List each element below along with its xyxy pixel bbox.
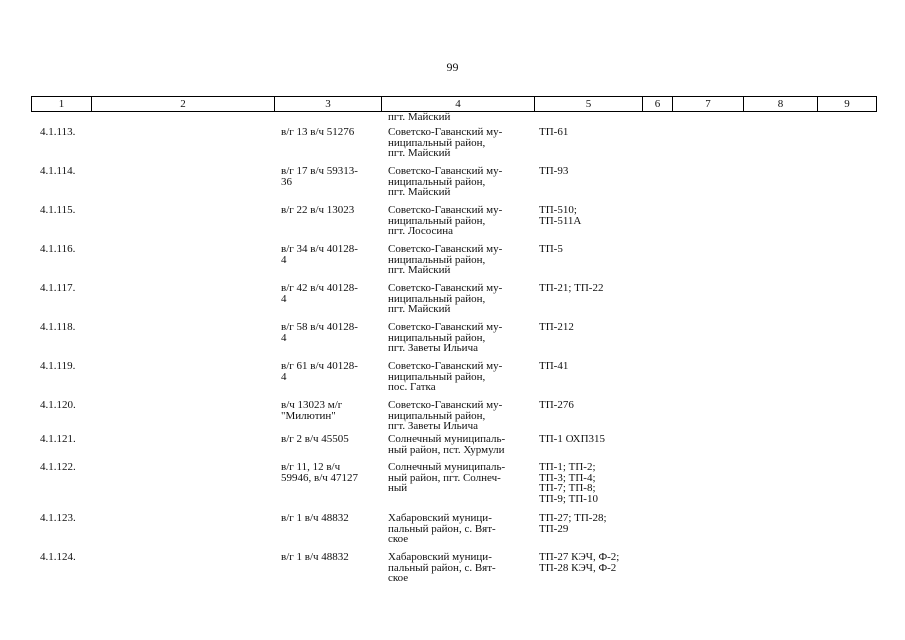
row-location: Советско-Гаванский му- ниципальный район, пгт. Майский	[388, 243, 503, 276]
table-row	[31, 361, 877, 400]
row-number: 4.1.113.	[40, 126, 76, 138]
row-location: Солнечный муниципаль- ный район, пст. Хурмули	[388, 433, 506, 456]
row-substation: ТП-212	[539, 321, 574, 333]
row-number: 4.1.121.	[40, 433, 76, 445]
row-unit: в/ч 13023 м/г "Милютин"	[281, 399, 343, 422]
table-row	[31, 283, 877, 322]
column-header-2: 2	[92, 97, 275, 112]
row-substation: ТП-5	[539, 243, 563, 255]
row-location: Хабаровский муници- пальный район, с. Вят- ское	[388, 551, 496, 584]
row-unit: в/г 1 в/ч 48832	[281, 551, 349, 563]
row-number: 4.1.122.	[40, 461, 76, 473]
column-header-9: 9	[818, 97, 877, 112]
row-substation: ТП-510; ТП-511А	[539, 204, 582, 227]
row-number: 4.1.119.	[40, 360, 76, 372]
column-header-1: 1	[32, 97, 92, 112]
row-location: Советско-Гаванский му- ниципальный район, пгт. Заветы Ильича	[388, 399, 503, 432]
row-unit: в/г 61 в/ч 40128- 4	[281, 360, 358, 383]
row-substation: ТП-27 КЭЧ, Ф-2; ТП-28 КЭЧ, Ф-2	[539, 551, 620, 574]
table-row	[31, 552, 877, 591]
row-number: 4.1.118.	[40, 321, 76, 333]
continuation-location: пгт. Майский	[388, 111, 451, 123]
row-location: Советско-Гаванский му- ниципальный район, пгт. Лососина	[388, 204, 503, 237]
column-header-5: 5	[535, 97, 643, 112]
column-header-8: 8	[744, 97, 818, 112]
row-number: 4.1.123.	[40, 512, 76, 524]
column-header-table	[31, 96, 877, 112]
table-row	[31, 322, 877, 361]
row-substation: ТП-93	[539, 165, 569, 177]
row-unit: в/г 58 в/ч 40128- 4	[281, 321, 358, 344]
row-number: 4.1.124.	[40, 551, 76, 563]
column-header-6: 6	[643, 97, 673, 112]
row-location: Советско-Гаванский му- ниципальный район, пос. Гатка	[388, 360, 503, 393]
row-unit: в/г 2 в/ч 45505	[281, 433, 349, 445]
column-header-4: 4	[382, 97, 535, 112]
row-unit: в/г 11, 12 в/ч 59946, в/ч 47127	[281, 461, 359, 484]
table-row	[31, 127, 877, 166]
column-header-3: 3	[275, 97, 382, 112]
row-substation: ТП-1; ТП-2; ТП-3; ТП-4; ТП-7; ТП-8; ТП-9; ТП-10	[539, 461, 598, 505]
row-location: Хабаровский муници- пальный район, с. Вят- ское	[388, 512, 496, 545]
row-location: Советско-Гаванский му- ниципальный район, пгт. Майский	[388, 165, 503, 198]
row-number: 4.1.116.	[40, 243, 76, 255]
table-body	[31, 113, 877, 591]
row-location: Советско-Гаванский му- ниципальный район, пгт. Майский	[388, 282, 503, 315]
row-unit: в/г 17 в/ч 59313- 36	[281, 165, 358, 188]
row-location: Солнечный муниципаль- ный район, пгт. Солнеч- ный	[388, 461, 506, 494]
continuation-row	[31, 113, 877, 127]
table-row	[31, 434, 877, 462]
row-number: 4.1.120.	[40, 399, 76, 411]
table-row	[31, 513, 877, 552]
page-number: 99	[446, 60, 459, 74]
table-row	[31, 244, 877, 283]
row-location: Советско-Гаванский му- ниципальный район, пгт. Майский	[388, 126, 503, 159]
row-substation: ТП-21; ТП-22	[539, 282, 604, 294]
row-substation: ТП-27; ТП-28; ТП-29	[539, 512, 607, 535]
row-unit: в/г 42 в/ч 40128- 4	[281, 282, 358, 305]
table-row	[31, 462, 877, 513]
row-unit: в/г 13 в/ч 51276	[281, 126, 355, 138]
table-row	[31, 166, 877, 205]
row-number: 4.1.115.	[40, 204, 76, 216]
row-number: 4.1.117.	[40, 282, 76, 294]
row-location: Советско-Гаванский му- ниципальный район, пгт. Заветы Ильича	[388, 321, 503, 354]
row-substation: ТП-41	[539, 360, 569, 372]
row-substation: ТП-276	[539, 399, 574, 411]
row-unit: в/г 34 в/ч 40128- 4	[281, 243, 358, 266]
row-unit: в/г 1 в/ч 48832	[281, 512, 349, 524]
table-row	[31, 205, 877, 244]
row-substation: ТП-61	[539, 126, 569, 138]
row-unit: в/г 22 в/ч 13023	[281, 204, 355, 216]
table-row	[31, 400, 877, 434]
column-header-7: 7	[673, 97, 744, 112]
row-number: 4.1.114.	[40, 165, 76, 177]
column-header-row	[32, 97, 877, 112]
row-substation: ТП-1 ОХП315	[539, 433, 606, 445]
